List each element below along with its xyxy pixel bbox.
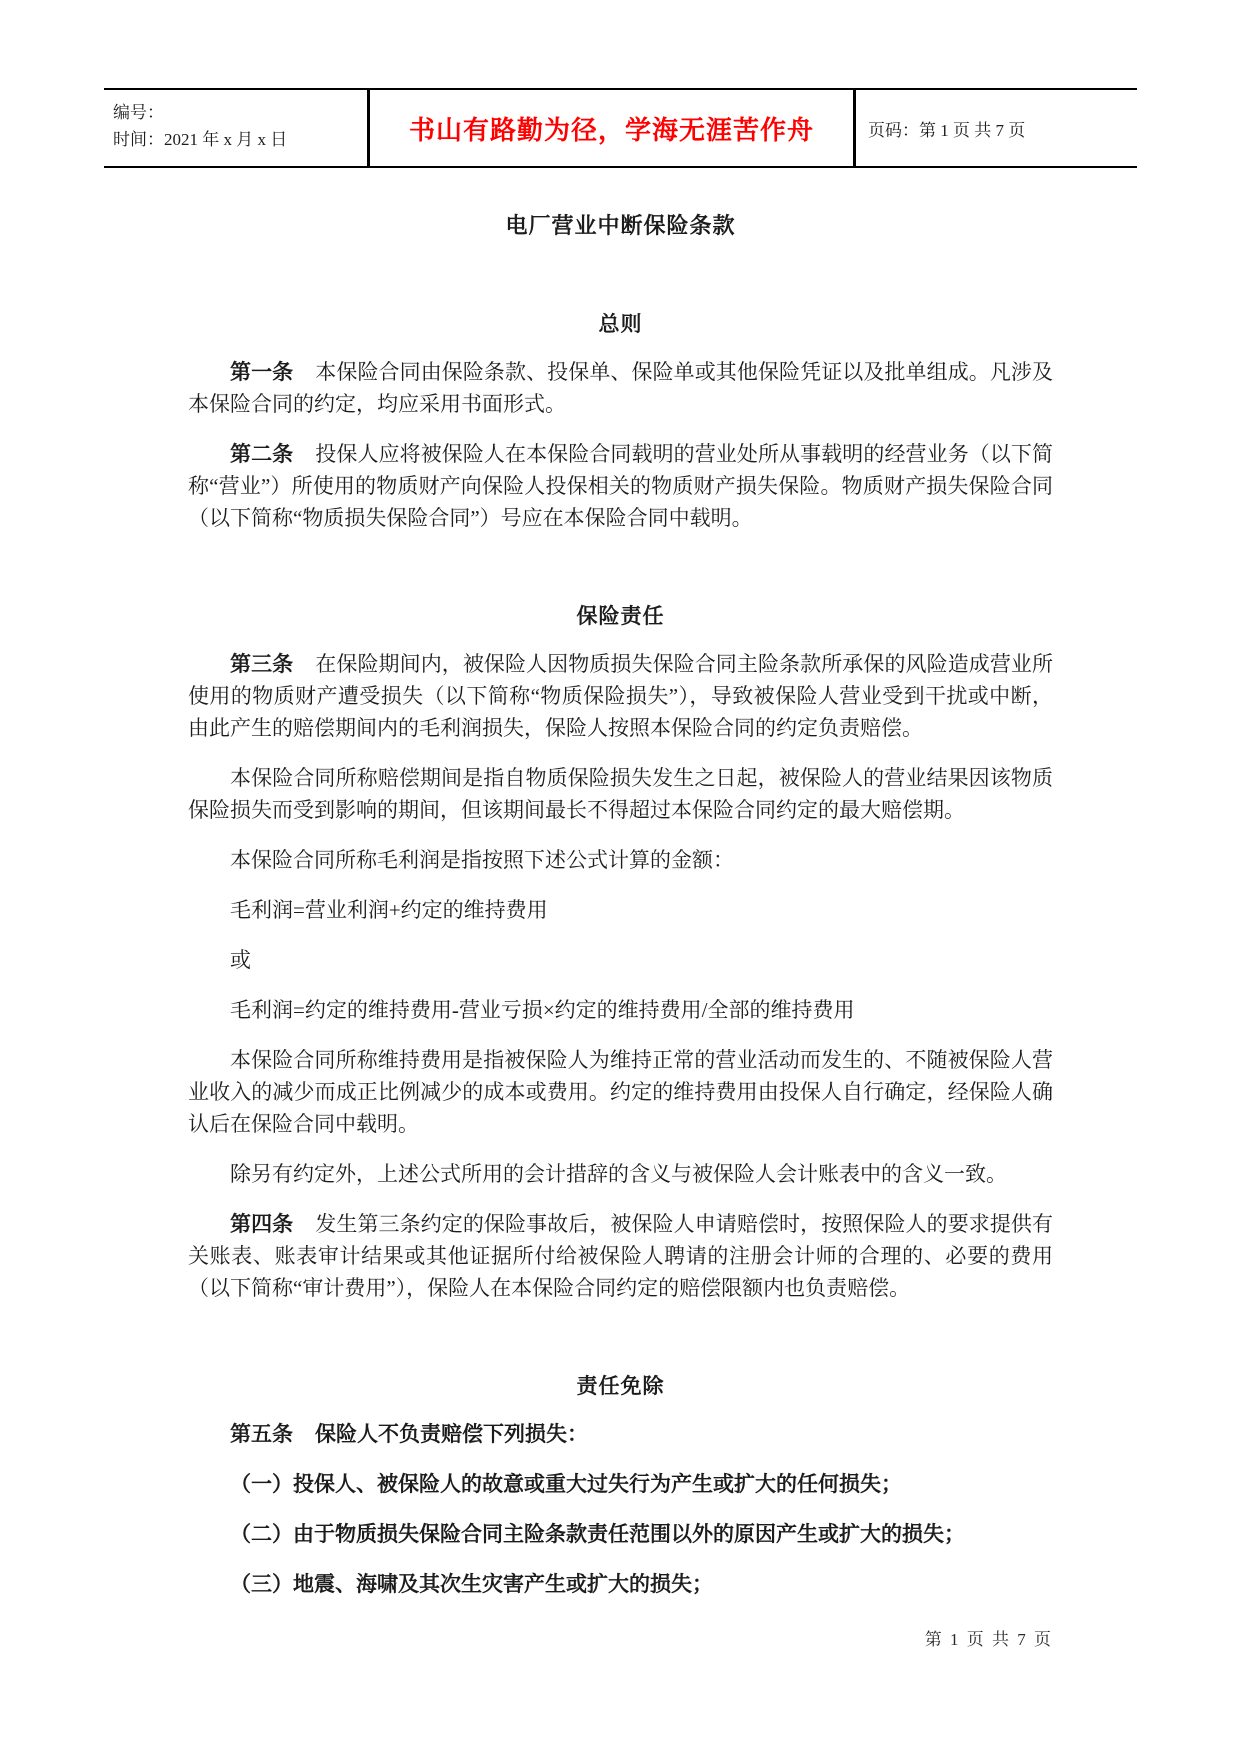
paragraph: 本保险合同所称赔偿期间是指自物质保险损失发生之日起，被保险人的营业结果因该物质保险损失而受到影响的期间，但该期间最长不得超过本保险合同约定的最大赔偿期。 [188,766,1053,822]
paragraph: 或 [230,948,251,972]
paragraph: 第五条 保险人不负责赔偿下列损失： [230,1422,589,1446]
paragraph: （一）投保人、被保险人的故意或重大过失行为产生或扩大的任何损失； [230,1472,902,1496]
header-motto-cell [367,90,856,166]
page-header [104,88,1137,168]
doc-time-label: 时间：2021 年 x 月 x 日 [113,130,288,149]
document-body [188,168,1053,1618]
paragraph: 本保险合同所称毛利润是指按照下述公式计算的金额： [230,848,734,872]
article-label: 第三条 [230,652,294,676]
header-page-cell [856,90,1137,166]
paragraph: 除另有约定外，上述公式所用的会计措辞的含义与被保险人会计账表中的含义一致。 [230,1162,1007,1186]
paragraph: 毛利润=约定的维持费用-营业亏损×约定的维持费用/全部的维持费用 [230,998,855,1022]
article-label: 第二条 [230,442,294,466]
article-label: 第四条 [230,1212,294,1236]
article-label: 第一条 [230,360,294,384]
paragraph: （三）地震、海啸及其次生灾害产生或扩大的损失； [230,1572,713,1596]
paragraph: 毛利润=营业利润+约定的维持费用 [230,898,548,922]
document-content [188,308,1053,1600]
section-heading: 责任免除 [576,1374,665,1398]
section-heading: 保险责任 [576,604,665,628]
paragraph: 第一条 本保险合同由保险条款、投保单、保险单或其他保险凭证以及批单组成。凡涉及本保险合同的约定，均应采用书面形式。 [188,360,1054,416]
paragraph: 第三条 在保险期间内，被保险人因物质损失保险合同主险条款所承保的风险造成营业所使用的物质财产遭受损失（以下简称“物质保险损失”），导致被保险人营业受到干扰或中断，由此产生的赔偿期间内的毛利润损失，保险人按照本保险合同的约定负责赔偿。 [188,652,1054,740]
paragraph: 第二条 投保人应将被保险人在本保险合同载明的营业处所从事载明的经营业务（以下简称“营业”）所使用的物质财产向保险人投保相关的物质财产损失保险。物质财产损失保险合同（以下简称“物质损失保险合同”）号应在本保险合同中载明。 [188,442,1054,530]
page-footer: 第 1 页 共 7 页 [924,1630,1053,1649]
section-heading: 总则 [598,312,643,336]
header-motto: 书山有路勤为径，学海无涯苦作舟 [408,115,814,145]
doc-number-label: 编号： [113,103,164,122]
paragraph: 第四条 发生第三条约定的保险事故后，被保险人申请赔偿时，按照保险人的要求提供有关账表、账表审计结果或其他证据所付给被保险人聘请的注册会计师的合理的、必要的费用（以下简称“审计费用”），保险人在本保险合同约定的赔偿限额内也负责赔偿。 [188,1212,1054,1300]
header-meta-cell [104,90,367,166]
article-label: 第五条 [230,1422,293,1446]
paragraph: 本保险合同所称维持费用是指被保险人为维持正常的营业活动而发生的、不随被保险人营业收入的减少而成正比例减少的成本或费用。约定的维持费用由投保人自行确定，经保险人确认后在保险合同中载明。 [188,1048,1053,1136]
paragraph: （二）由于物质损失保险合同主险条款责任范围以外的原因产生或扩大的损失； [230,1522,965,1546]
page-number-label: 页码：第 1 页 共 7 页 [868,120,1026,140]
document-title: 电厂营业中断保险条款 [505,213,736,238]
